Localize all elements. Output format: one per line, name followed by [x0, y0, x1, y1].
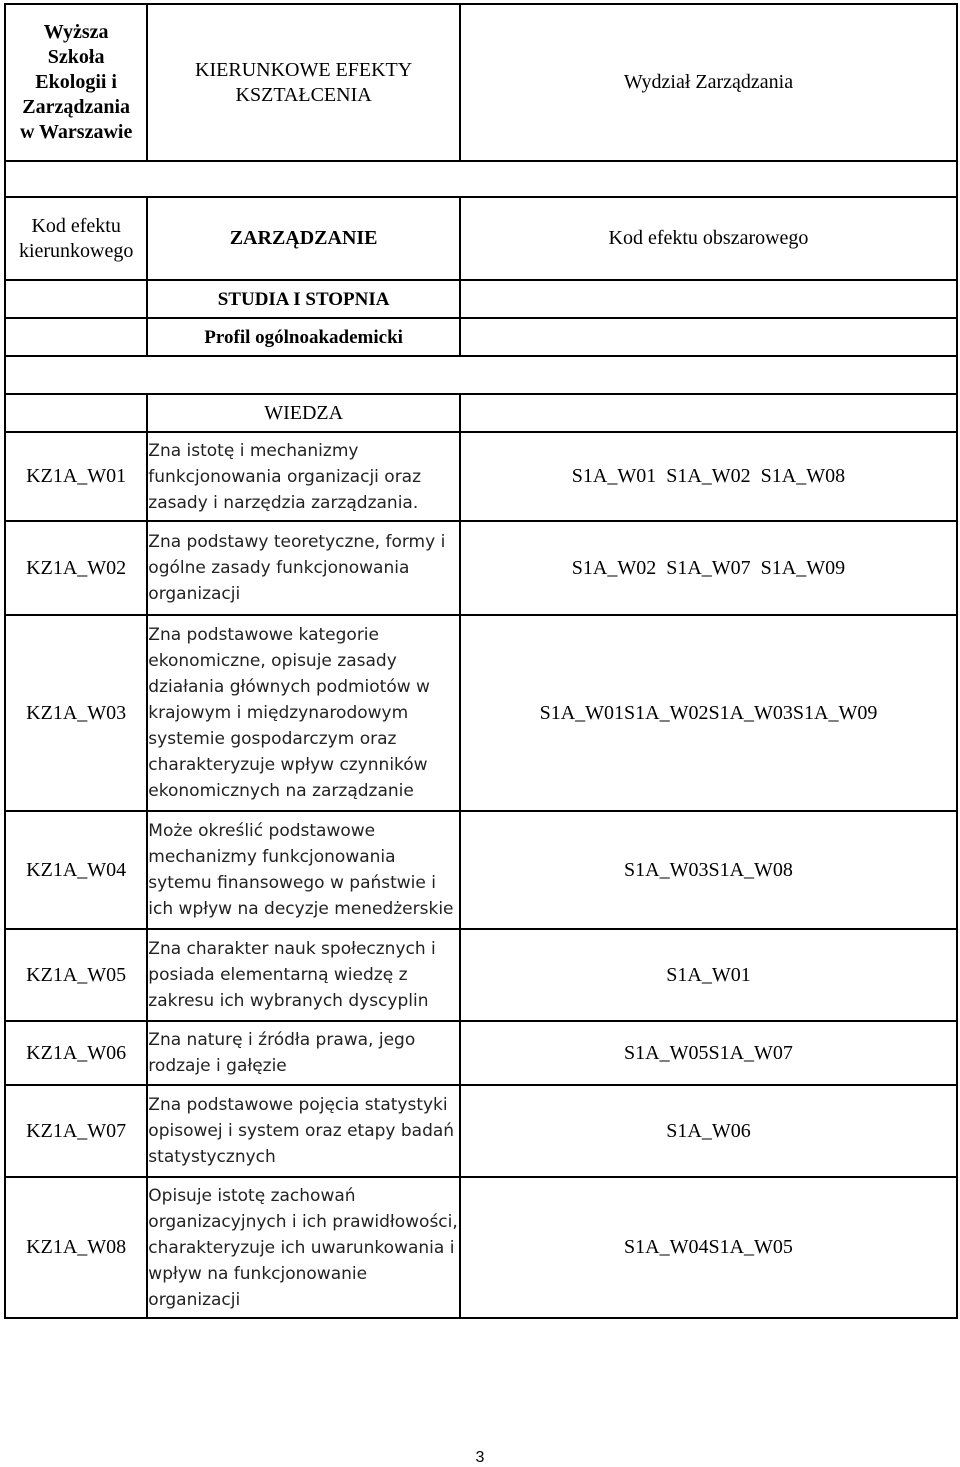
- row-code: KZ1A_W04: [5, 811, 147, 929]
- row-area-codes: S1A_W03S1A_W08: [460, 811, 957, 929]
- empty-cell: [460, 280, 957, 318]
- empty-cell: [460, 318, 957, 356]
- empty-cell: [5, 394, 147, 432]
- spacer-cell: [5, 356, 957, 394]
- empty-cell: [5, 318, 147, 356]
- document-title: KIERUNKOWE EFEKTY KSZTAŁCENIA: [147, 4, 460, 161]
- section-title: WIEDZA: [147, 394, 460, 432]
- table-row: [5, 615, 957, 811]
- table-row: [5, 929, 957, 1021]
- table-row: [5, 811, 957, 929]
- row-description: Zna podstawowe kategorie ekonomiczne, opisuje zasady działania głównych podmiotów w krajowym i międzynarodowym systemie gospodarczym oraz charakteryzuje wpływ czynników ekonomicznych na zarządzanie: [147, 615, 460, 811]
- profil-label: Profil ogólnoakademicki: [147, 318, 460, 356]
- section-row: [5, 394, 957, 432]
- row-code: KZ1A_W06: [5, 1021, 147, 1085]
- row-code: KZ1A_W08: [5, 1177, 147, 1318]
- row-description: Zna podstawy teoretyczne, formy i ogólne zasady funkcjonowania organizacji: [147, 521, 460, 615]
- row-code: KZ1A_W02: [5, 521, 147, 615]
- row-description: Zna charakter nauk społecznych i posiada elementarną wiedzę z zakresu ich wybranych dyscyplin: [147, 929, 460, 1021]
- subheader-row: [5, 197, 957, 280]
- row-description: Zna naturę i źródła prawa, jego rodzaje i gałęzie: [147, 1021, 460, 1085]
- row-area-codes: S1A_W04S1A_W05: [460, 1177, 957, 1318]
- kierunek-header: ZARZĄDZANIE: [147, 197, 460, 280]
- school-name: Wyższa Szkoła Ekologii i Zarządzania w Warszawie: [5, 4, 147, 161]
- studia-row: [5, 280, 957, 318]
- row-area-codes: S1A_W01: [460, 929, 957, 1021]
- page-number: 3: [475, 1449, 485, 1466]
- row-area-codes: S1A_W05S1A_W07: [460, 1021, 957, 1085]
- row-description: Zna podstawowe pojęcia statystyki opisowej i system oraz etapy badań statystycznych: [147, 1085, 460, 1177]
- spacer-row: [5, 161, 957, 197]
- empty-cell: [5, 280, 147, 318]
- row-description: Opisuje istotę zachowań organizacyjnych i ich prawidłowości, charakteryzuje ich uwarunkowania i wpływ na funkcjonowanie organizacji: [147, 1177, 460, 1318]
- table-row: [5, 1085, 957, 1177]
- row-area-codes: S1A_W02 S1A_W07 S1A_W09: [460, 521, 957, 615]
- kod-kierunkowy-header: Kod efektu kierunkowego: [5, 197, 147, 280]
- row-area-codes: S1A_W01S1A_W02S1A_W03S1A_W09: [460, 615, 957, 811]
- header-row: [5, 4, 957, 161]
- table-row: [5, 1177, 957, 1318]
- row-code: KZ1A_W05: [5, 929, 147, 1021]
- row-area-codes: S1A_W01 S1A_W02 S1A_W08: [460, 432, 957, 521]
- row-area-codes: S1A_W06: [460, 1085, 957, 1177]
- row-code: KZ1A_W03: [5, 615, 147, 811]
- row-code: KZ1A_W01: [5, 432, 147, 521]
- row-description: Może określić podstawowe mechanizmy funkcjonowania sytemu finansowego w państwie i ich wpływ na decyzje menedżerskie: [147, 811, 460, 929]
- studia-label: STUDIA I STOPNIA: [147, 280, 460, 318]
- row-description: Zna istotę i mechanizmy funkcjonowania organizacji oraz zasady i narzędzia zarządzania.: [147, 432, 460, 521]
- kod-obszarowy-header: Kod efektu obszarowego: [460, 197, 957, 280]
- table-row: [5, 521, 957, 615]
- row-code: KZ1A_W07: [5, 1085, 147, 1177]
- empty-cell: [460, 394, 957, 432]
- efekty-table: [4, 3, 958, 1319]
- table-row: [5, 1021, 957, 1085]
- table-row: [5, 432, 957, 521]
- profil-row: [5, 318, 957, 356]
- spacer-cell: [5, 161, 957, 197]
- spacer-row: [5, 356, 957, 394]
- faculty-name: Wydział Zarządzania: [460, 4, 957, 161]
